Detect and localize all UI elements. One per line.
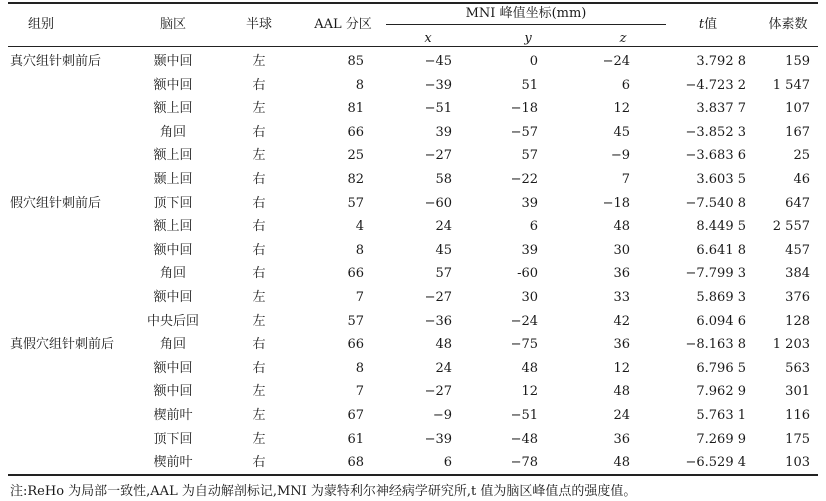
x-cell: −27 <box>424 384 452 400</box>
z-cell: 24 <box>613 408 630 423</box>
x-cell: 24 <box>435 360 452 376</box>
hemisphere-cell: 右 <box>252 242 266 258</box>
y-cell: −75 <box>510 337 538 353</box>
z-cell: 48 <box>613 384 630 400</box>
y-cell: 51 <box>521 77 538 93</box>
aal-cell: 67 <box>347 408 364 423</box>
aal-cell: 7 <box>355 290 364 305</box>
z-cell: 30 <box>613 242 630 258</box>
t-value-cell: −7.540 8 <box>685 195 746 211</box>
hemisphere-cell: 左 <box>252 408 266 423</box>
aal-cell: 25 <box>347 148 364 164</box>
hemisphere-cell: 左 <box>252 290 266 305</box>
t-value-cell: −4.723 2 <box>685 77 746 93</box>
z-cell: 36 <box>613 266 630 282</box>
voxel-count-cell: 384 <box>785 266 810 282</box>
region-cell: 额上回 <box>153 148 193 164</box>
x-cell: −27 <box>424 290 452 305</box>
aal-cell: 85 <box>347 54 364 69</box>
hemisphere-cell: 右 <box>252 337 266 353</box>
t-value-cell: −8.163 8 <box>685 337 746 353</box>
aal-cell: 8 <box>355 77 364 93</box>
z-cell: 48 <box>613 219 630 235</box>
voxel-count-cell: 103 <box>785 455 810 471</box>
hemisphere-cell: 右 <box>252 195 266 211</box>
aal-cell: 66 <box>347 124 364 140</box>
z-cell: −9 <box>610 148 630 164</box>
hemisphere-cell: 左 <box>252 384 266 400</box>
region-cell: 额上回 <box>153 219 193 235</box>
header-t-value <box>678 17 738 33</box>
t-value-cell: 6.796 5 <box>696 360 746 376</box>
x-cell: −9 <box>432 408 452 423</box>
aal-cell: 7 <box>355 384 364 400</box>
group-cell: 假穴组针刺前后 <box>10 195 102 211</box>
hemisphere-cell: 左 <box>252 54 266 69</box>
voxel-count-cell: 457 <box>785 242 810 258</box>
voxel-count-cell: 1 547 <box>772 77 810 93</box>
y-cell: 48 <box>521 360 538 376</box>
y-cell: 39 <box>521 195 538 211</box>
group-cell: 真穴组针刺前后 <box>10 54 102 69</box>
region-cell: 顶下回 <box>153 431 193 447</box>
hemisphere-cell: 右 <box>252 124 266 140</box>
group-cell: 真假穴组针刺前后 <box>10 337 115 353</box>
aal-cell: 57 <box>347 313 364 329</box>
voxel-count-cell: 25 <box>793 148 810 164</box>
voxel-count-cell: 175 <box>785 431 810 447</box>
x-cell: 6 <box>443 455 452 471</box>
hemisphere-cell: 右 <box>252 219 266 235</box>
voxel-count-cell: 1 203 <box>772 337 810 353</box>
region-cell: 中央后回 <box>146 313 199 329</box>
region-cell: 角回 <box>159 124 186 140</box>
hemisphere-cell: 右 <box>252 172 266 187</box>
region-cell: 额中回 <box>153 360 193 376</box>
t-value-cell: −3.683 6 <box>685 148 746 164</box>
t-value-cell: −6.529 4 <box>685 455 746 471</box>
y-cell: 6 <box>529 219 538 235</box>
y-cell: -60 <box>517 266 538 282</box>
t-value-cell: 5.869 3 <box>696 290 746 305</box>
voxel-count-cell: 107 <box>785 101 810 117</box>
y-cell: 0 <box>529 54 538 69</box>
aal-cell: 8 <box>355 360 364 376</box>
header-t-symbol: t <box>698 17 705 32</box>
z-cell: 36 <box>613 337 630 353</box>
hemisphere-cell: 左 <box>252 148 266 164</box>
aal-cell: 66 <box>347 266 364 282</box>
t-value-cell: −3.852 3 <box>685 124 746 140</box>
header-y: y <box>524 31 532 46</box>
aal-cell: 81 <box>347 101 364 117</box>
x-cell: 39 <box>435 124 452 140</box>
t-value-cell: 6.641 8 <box>696 242 746 258</box>
hemisphere-cell: 右 <box>252 455 266 471</box>
z-cell: −24 <box>602 54 630 69</box>
x-cell: 58 <box>435 172 452 187</box>
z-cell: 45 <box>613 124 630 140</box>
y-cell: −22 <box>510 172 538 187</box>
aal-cell: 68 <box>347 455 364 471</box>
region-cell: 顶下回 <box>153 195 193 211</box>
x-cell: −45 <box>424 54 452 69</box>
y-cell: −18 <box>510 101 538 117</box>
z-cell: 42 <box>613 313 630 329</box>
z-cell: 48 <box>613 455 630 471</box>
region-cell: 额中回 <box>153 242 193 258</box>
x-cell: 57 <box>435 266 452 282</box>
aal-cell: 8 <box>355 242 364 258</box>
t-value-cell: −7.799 3 <box>685 266 746 282</box>
table-footnote: 注:ReHo 为局部一致性,AAL 为自动解剖标记,MNI 为蒙特利尔神经病学研究所,t 值为脑区峰值点的强度值。 <box>10 484 637 499</box>
voxel-count-cell: 128 <box>785 313 810 329</box>
t-value-cell: 7.269 9 <box>696 431 746 447</box>
header-voxels: 体素数 <box>768 17 808 32</box>
region-cell: 额中回 <box>153 290 193 305</box>
voxel-count-cell: 167 <box>785 124 810 140</box>
t-value-cell: 3.603 5 <box>696 172 746 187</box>
z-cell: 12 <box>613 360 630 376</box>
z-cell: 12 <box>613 101 630 117</box>
aal-cell: 4 <box>355 219 364 235</box>
voxel-count-cell: 301 <box>785 384 810 400</box>
hemisphere-cell: 左 <box>252 313 266 329</box>
hemisphere-cell: 左 <box>252 431 266 447</box>
header-hemisphere: 半球 <box>245 17 272 32</box>
t-value-cell: 7.962 9 <box>696 384 746 400</box>
header-t-suffix: 值 <box>704 17 718 32</box>
region-cell: 楔前叶 <box>153 408 193 423</box>
y-cell: −51 <box>510 408 538 423</box>
x-cell: −27 <box>424 148 452 164</box>
header-region: 脑区 <box>159 17 186 32</box>
y-cell: −78 <box>510 455 538 471</box>
t-value-cell: 3.792 8 <box>696 54 746 69</box>
hemisphere-cell: 右 <box>252 77 266 93</box>
hemisphere-cell: 右 <box>252 360 266 376</box>
region-cell: 楔前叶 <box>153 455 193 471</box>
table-top-rule <box>8 2 818 4</box>
header-x: x <box>424 31 432 46</box>
z-cell: −18 <box>602 195 630 211</box>
y-cell: 12 <box>521 384 538 400</box>
z-cell: 36 <box>613 431 630 447</box>
aal-cell: 66 <box>347 337 364 353</box>
aal-cell: 82 <box>347 172 364 187</box>
t-value-cell: 3.837 7 <box>696 101 746 117</box>
voxel-count-cell: 116 <box>785 408 810 423</box>
y-cell: −57 <box>510 124 538 140</box>
voxel-count-cell: 159 <box>785 54 810 69</box>
y-cell: −48 <box>510 431 538 447</box>
t-value-cell: 5.763 1 <box>696 408 746 423</box>
hemisphere-cell: 左 <box>252 101 266 117</box>
region-cell: 角回 <box>159 337 186 353</box>
z-cell: 6 <box>621 77 630 93</box>
x-cell: 24 <box>435 219 452 235</box>
x-cell: −39 <box>424 431 452 447</box>
x-cell: 48 <box>435 337 452 353</box>
header-z: z <box>619 31 627 46</box>
header-mni: MNI 峰值坐标(mm) <box>465 6 587 21</box>
header-aal: AAL 分区 <box>314 17 372 32</box>
region-cell: 额中回 <box>153 384 193 400</box>
region-cell: 颞中回 <box>153 54 193 69</box>
x-cell: −36 <box>424 313 452 329</box>
hemisphere-cell: 右 <box>252 266 266 282</box>
y-cell: 30 <box>521 290 538 305</box>
z-cell: 7 <box>621 172 630 187</box>
region-cell: 额上回 <box>153 101 193 117</box>
region-cell: 角回 <box>159 266 186 282</box>
aal-cell: 57 <box>347 195 364 211</box>
header-group: 组别 <box>28 17 55 32</box>
z-cell: 33 <box>613 290 630 305</box>
x-cell: −60 <box>424 195 452 211</box>
aal-cell: 61 <box>347 431 364 447</box>
mni-header-rule <box>386 24 666 25</box>
voxel-count-cell: 46 <box>793 172 810 187</box>
t-value-cell: 8.449 5 <box>696 219 746 235</box>
x-cell: 45 <box>435 242 452 258</box>
x-cell: −39 <box>424 77 452 93</box>
y-cell: 57 <box>521 148 538 164</box>
region-cell: 额中回 <box>153 77 193 93</box>
table-bottom-rule <box>8 474 818 476</box>
y-cell: 39 <box>521 242 538 258</box>
header-bottom-rule <box>8 46 818 47</box>
voxel-count-cell: 376 <box>785 290 810 305</box>
y-cell: −24 <box>510 313 538 329</box>
voxel-count-cell: 2 557 <box>772 219 810 235</box>
voxel-count-cell: 563 <box>785 360 810 376</box>
voxel-count-cell: 647 <box>785 195 810 211</box>
region-cell: 颞上回 <box>153 172 193 187</box>
t-value-cell: 6.094 6 <box>696 313 746 329</box>
x-cell: −51 <box>424 101 452 117</box>
